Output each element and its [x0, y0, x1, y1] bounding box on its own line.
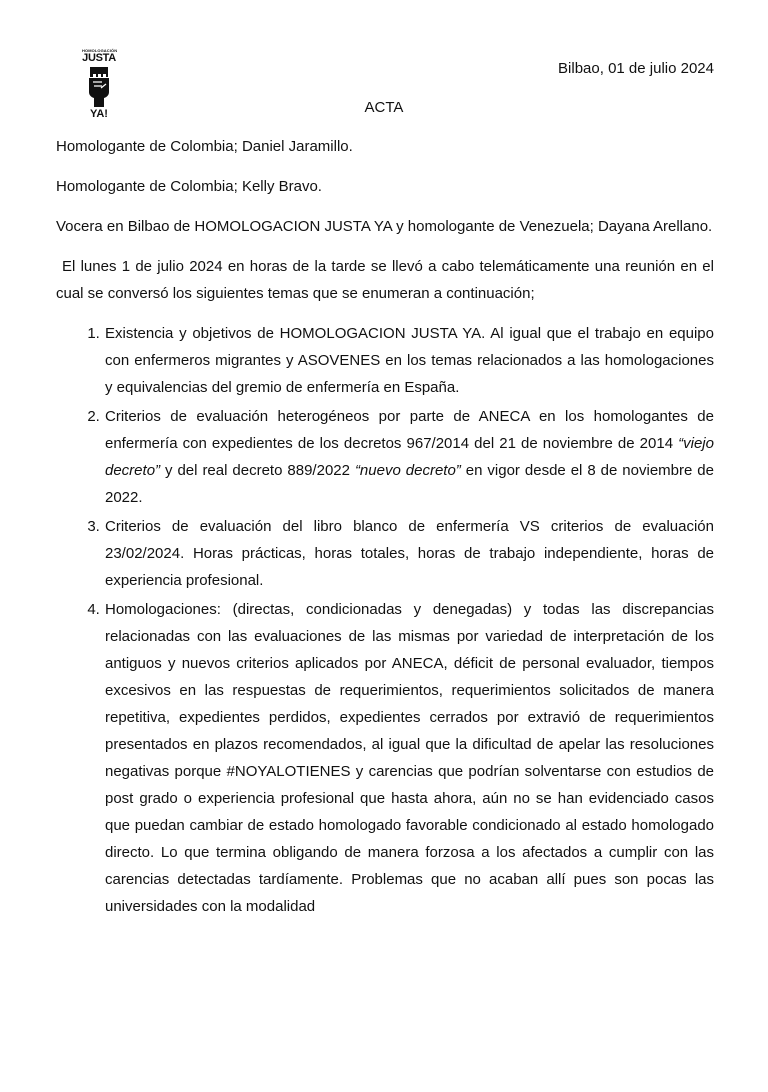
- list-item-text: y del real decreto 889/2022: [160, 462, 355, 479]
- list-item-text: en vigor desde el 8 de noviembre de 2022.: [105, 462, 714, 506]
- attendee-line: Homologante de Colombia; Kelly Bravo.: [56, 178, 322, 195]
- topics-list: [56, 320, 714, 920]
- list-item: [104, 596, 714, 920]
- list-item-text: Homologaciones: (directas, condicionadas y denegadas) y todas las discrepancias relacionadas con las evaluaciones de las mismas por variedad de interpretación de los antiguos y nuevos criterios aplicados por ANECA, déficit de personal evaluador, tiempos excesivos en las respuestas de requerimientos, requerimientos solicitados de manera repetitiva, expedientes perdidos, expedientes cerrados por extravió de requerimientos presentados en plazos recomendados, al igual que la dificultad de apelar las resoluciones negativas porque #NOYALOTIENES y carencias que podrían solventarse con estudios de post grado o experiencia profesional que hasta ahora, aún no se han evidenciado casos que puedan cambiar de estado homologado favorable condicionado al estado homologado directo. Lo que termina obligando de manera forzosa a los afectados a cumplir con las carencias detectadas tardíamente. Problemas que no acaban allí pues son pocas las universidades con la modalidad: [105, 601, 714, 915]
- list-item: [104, 513, 714, 594]
- list-item-text: Existencia y objetivos de HOMOLOGACION JUSTA YA. Al igual que el trabajo en equipo con enfermeros migrantes y ASOVENES en los temas relacionados a las homologaciones y equivalencias del gremio de enfermería en España.: [105, 325, 714, 396]
- list-item-text: Criterios de evaluación del libro blanco de enfermería VS criterios de evaluación 23/02/2024. Horas prácticas, horas totales, horas de trabajo independiente, horas de experiencia profesional.: [105, 518, 714, 589]
- logo-main-text: JUSTA: [82, 52, 116, 64]
- document-title: ACTA: [364, 99, 404, 116]
- list-item: [104, 403, 714, 511]
- intro-paragraph: El lunes 1 de julio 2024 en horas de la tarde se llevó a cabo telemáticamente una reunión en el cual se conversó los siguientes temas que se enumeran a continuación;: [56, 258, 714, 302]
- list-item-text: Criterios de evaluación heterogéneos por parte de ANECA en los homologantes de enfermería con expedientes de los decretos 967/2014 del 21 de noviembre de 2014: [105, 408, 714, 452]
- list-item: [104, 320, 714, 401]
- document-body: [56, 133, 714, 922]
- logo-bottom-text: YA!: [90, 108, 108, 120]
- italic-term: “viejo decreto”: [105, 435, 714, 479]
- logo-small-text: HOMOLOGACIÓN: [82, 48, 118, 53]
- attendee-line: Vocera en Bilbao de HOMOLOGACION JUSTA YA y homologante de Venezuela; Dayana Arellano.: [56, 218, 713, 235]
- attendee-line: Homologante de Colombia; Daniel Jaramillo.: [56, 138, 353, 155]
- place-date: Bilbao, 01 de julio 2024: [558, 60, 714, 77]
- italic-term: “nuevo decreto”: [354, 462, 461, 479]
